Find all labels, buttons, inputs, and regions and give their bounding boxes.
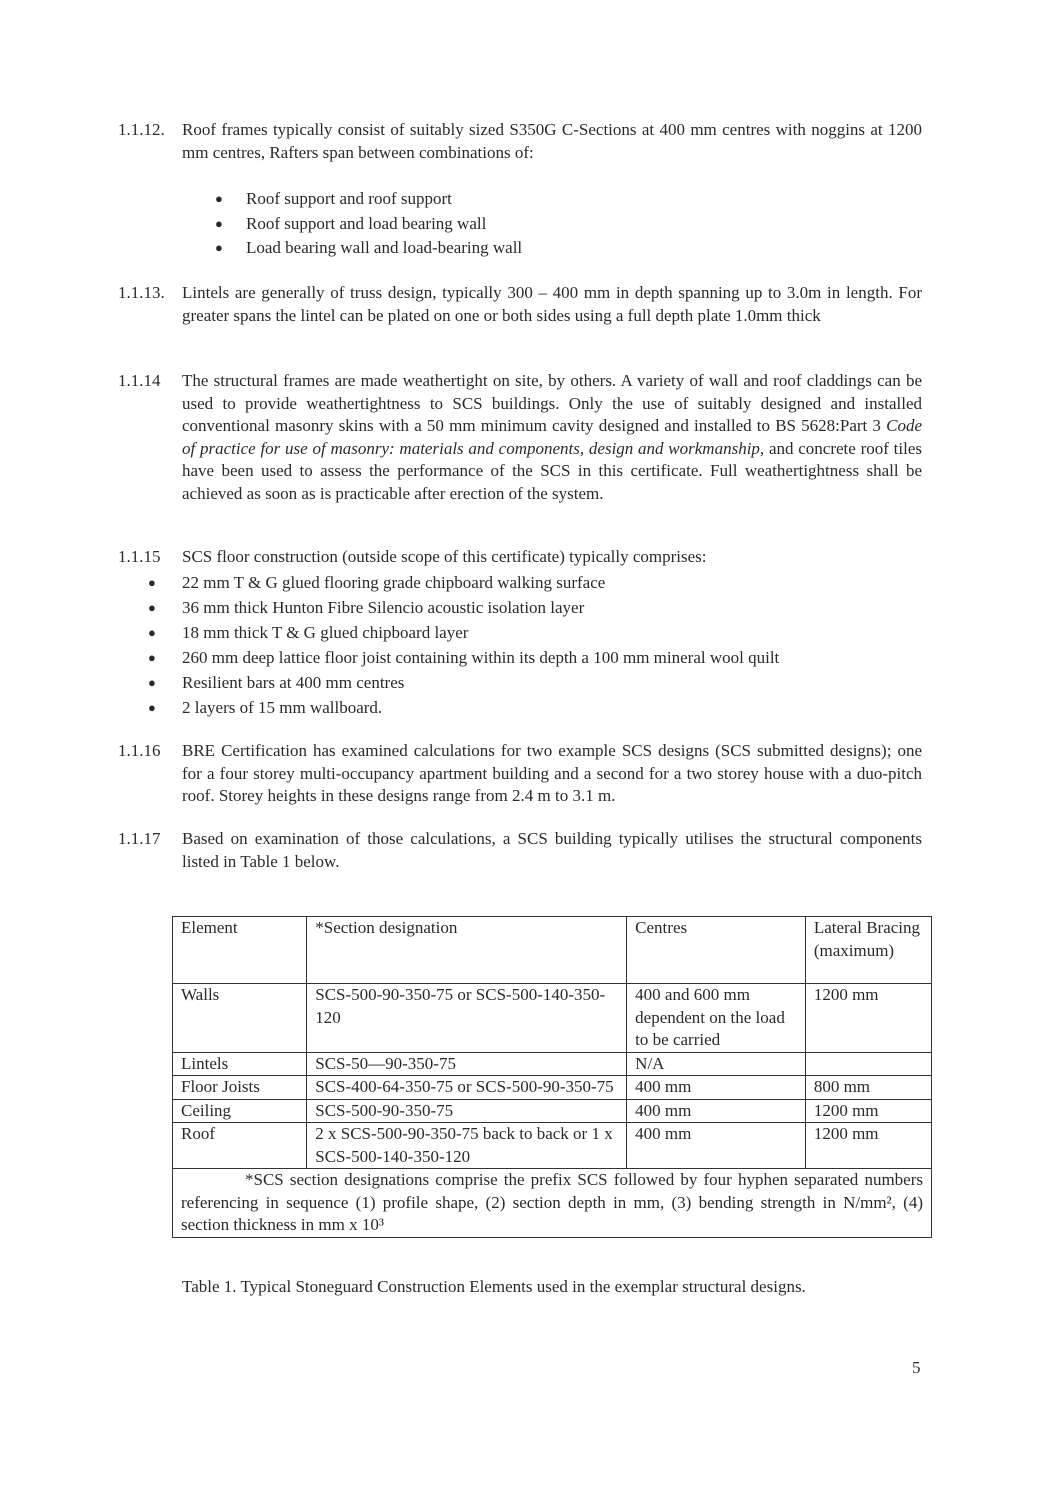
section-number: 1.1.17 [118, 829, 161, 848]
table-cell: 400 mm [627, 1076, 806, 1100]
section-1-1-16 [118, 740, 922, 808]
table-row [173, 1052, 932, 1076]
table-cell: 400 mm [627, 1099, 806, 1123]
table-cell [805, 1052, 931, 1076]
list-item: ● Roof support and load bearing wall [182, 213, 882, 238]
section-number: 1.1.13. [118, 283, 165, 302]
section-number: 1.1.15 [118, 547, 161, 566]
list-item: ● 2 layers of 15 mm wallboard. [118, 697, 918, 722]
section-1-1-15 [118, 546, 922, 569]
table-cell: 1200 mm [805, 1099, 931, 1123]
table-cell: 1200 mm [805, 1123, 931, 1169]
list-item: ● Resilient bars at 400 mm centres [118, 672, 918, 697]
table-cell: SCS-50—90-350-75 [307, 1052, 627, 1076]
bullet-icon: ● [148, 650, 156, 665]
section-text: Lintels are generally of truss design, typically 300 – 400 mm in depth spanning up to 3.0m in length. For greater spans the lintel can be plated on one or both sides using a full depth plate 1.0mm thick [182, 283, 922, 325]
list-item: ● 22 mm T & G glued flooring grade chipboard walking surface [118, 572, 918, 597]
table-cell: Ceiling [173, 1099, 307, 1123]
table-cell: Roof [173, 1123, 307, 1169]
standard-title: Code of practice for use of masonry: materials and components, design and workmanship, [182, 416, 922, 458]
bullet-icon: ● [148, 675, 156, 690]
table-row [173, 1099, 932, 1123]
table-header-cell: Centres [627, 917, 806, 984]
section-text: Roof frames typically consist of suitably sized S350G C-Sections at 400 mm centres with noggins at 1200 mm centres, Rafters span between combinations of: [182, 120, 922, 162]
roof-support-list [182, 188, 882, 262]
list-item: ● Roof support and roof support [182, 188, 882, 213]
list-item: ● 260 mm deep lattice floor joist containing within its depth a 100 mm mineral wool quilt [118, 647, 918, 672]
table-cell: Floor Joists [173, 1076, 307, 1100]
table-cell: SCS-500-90-350-75 [307, 1099, 627, 1123]
section-text: The structural frames are made weathertight on site, by others. A variety of wall and roof claddings can be used to provide weathertightness to SCS buildings. Only the use of suitably designed and installed conventional masonry skins with a 50 mm minimum cavity designed and installed to BS 5628:Part 3 Code of practice for use of masonry: materials and components, design and workmanship, and concrete roof tiles have been used to assess the performance of the SCS in this certificate. Full weathertightness shall be achieved as soon as is practicable after erection of the system. [182, 371, 923, 503]
table-cell: N/A [627, 1052, 806, 1076]
table-row [173, 1123, 932, 1169]
table-footnote: *SCS section designations comprise the prefix SCS followed by four hyphen separated numbers referencing in sequence (1) profile shape, (2) section depth in mm, (3) bending strength in N/mm², (4) section thickness in mm x 10³ [173, 1169, 932, 1238]
table-cell: Lintels [173, 1052, 307, 1076]
bullet-icon: ● [148, 625, 156, 640]
section-1-1-14 [118, 370, 922, 505]
bullet-icon: ● [215, 215, 223, 231]
list-item: ● 18 mm thick T & G glued chipboard layer [118, 622, 918, 647]
section-number: 1.1.16 [118, 741, 161, 760]
section-number: 1.1.14 [118, 371, 161, 390]
table-header-row [173, 917, 932, 984]
table-cell: SCS-500-90-350-75 or SCS-500-140-350-120 [307, 984, 627, 1053]
bullet-icon: ● [215, 191, 223, 206]
section-1-1-13 [118, 282, 922, 327]
table-cell: 1200 mm [805, 984, 931, 1053]
section-1-1-17 [118, 828, 922, 873]
table-cell: 2 x SCS-500-90-350-75 back to back or 1 x SCS-500-140-350-120 [307, 1123, 627, 1169]
table-header-cell: *Section designation [307, 917, 627, 984]
table-row [173, 984, 932, 1053]
section-text: Based on examination of those calculations, a SCS building typically utilises the structural components listed in Table 1 below. [182, 829, 922, 871]
table-caption: Table 1. Typical Stoneguard Construction Elements used in the exemplar structural designs. [182, 1277, 806, 1296]
table-cell: 800 mm [805, 1076, 931, 1100]
table-cell: 400 mm [627, 1123, 806, 1169]
table-row [173, 1076, 932, 1100]
bullet-icon: ● [148, 575, 156, 590]
section-text: BRE Certification has examined calculations for two example SCS designs (SCS submitted designs); one for a four storey multi-occupancy apartment building and a second for a two storey house with a duo-pitch roof. Storey heights in these designs range from 2.4 m to 3.1 m. [182, 741, 922, 805]
section-1-1-12 [118, 119, 922, 164]
structural-components-table [172, 916, 932, 1238]
bullet-icon: ● [148, 700, 156, 715]
table-note-row [173, 1169, 932, 1238]
table-header-cell: Lateral Bracing (maximum) [805, 917, 931, 984]
page-number: 5 [912, 1358, 921, 1377]
bullet-icon: ● [148, 600, 156, 615]
section-text: SCS floor construction (outside scope of this certificate) typically comprises: [182, 547, 707, 566]
list-item: ● 36 mm thick Hunton Fibre Silencio acoustic isolation layer [118, 597, 918, 622]
section-number: 1.1.12. [118, 120, 165, 139]
table-header-cell: Element [173, 917, 307, 984]
table-cell: Walls [173, 984, 307, 1053]
table-cell: SCS-400-64-350-75 or SCS-500-90-350-75 [307, 1076, 627, 1100]
floor-construction-list [118, 572, 918, 722]
list-item: ● Load bearing wall and load-bearing wall [182, 237, 882, 262]
bullet-icon: ● [215, 240, 223, 255]
table-cell: 400 and 600 mm dependent on the load to be carried [627, 984, 806, 1053]
